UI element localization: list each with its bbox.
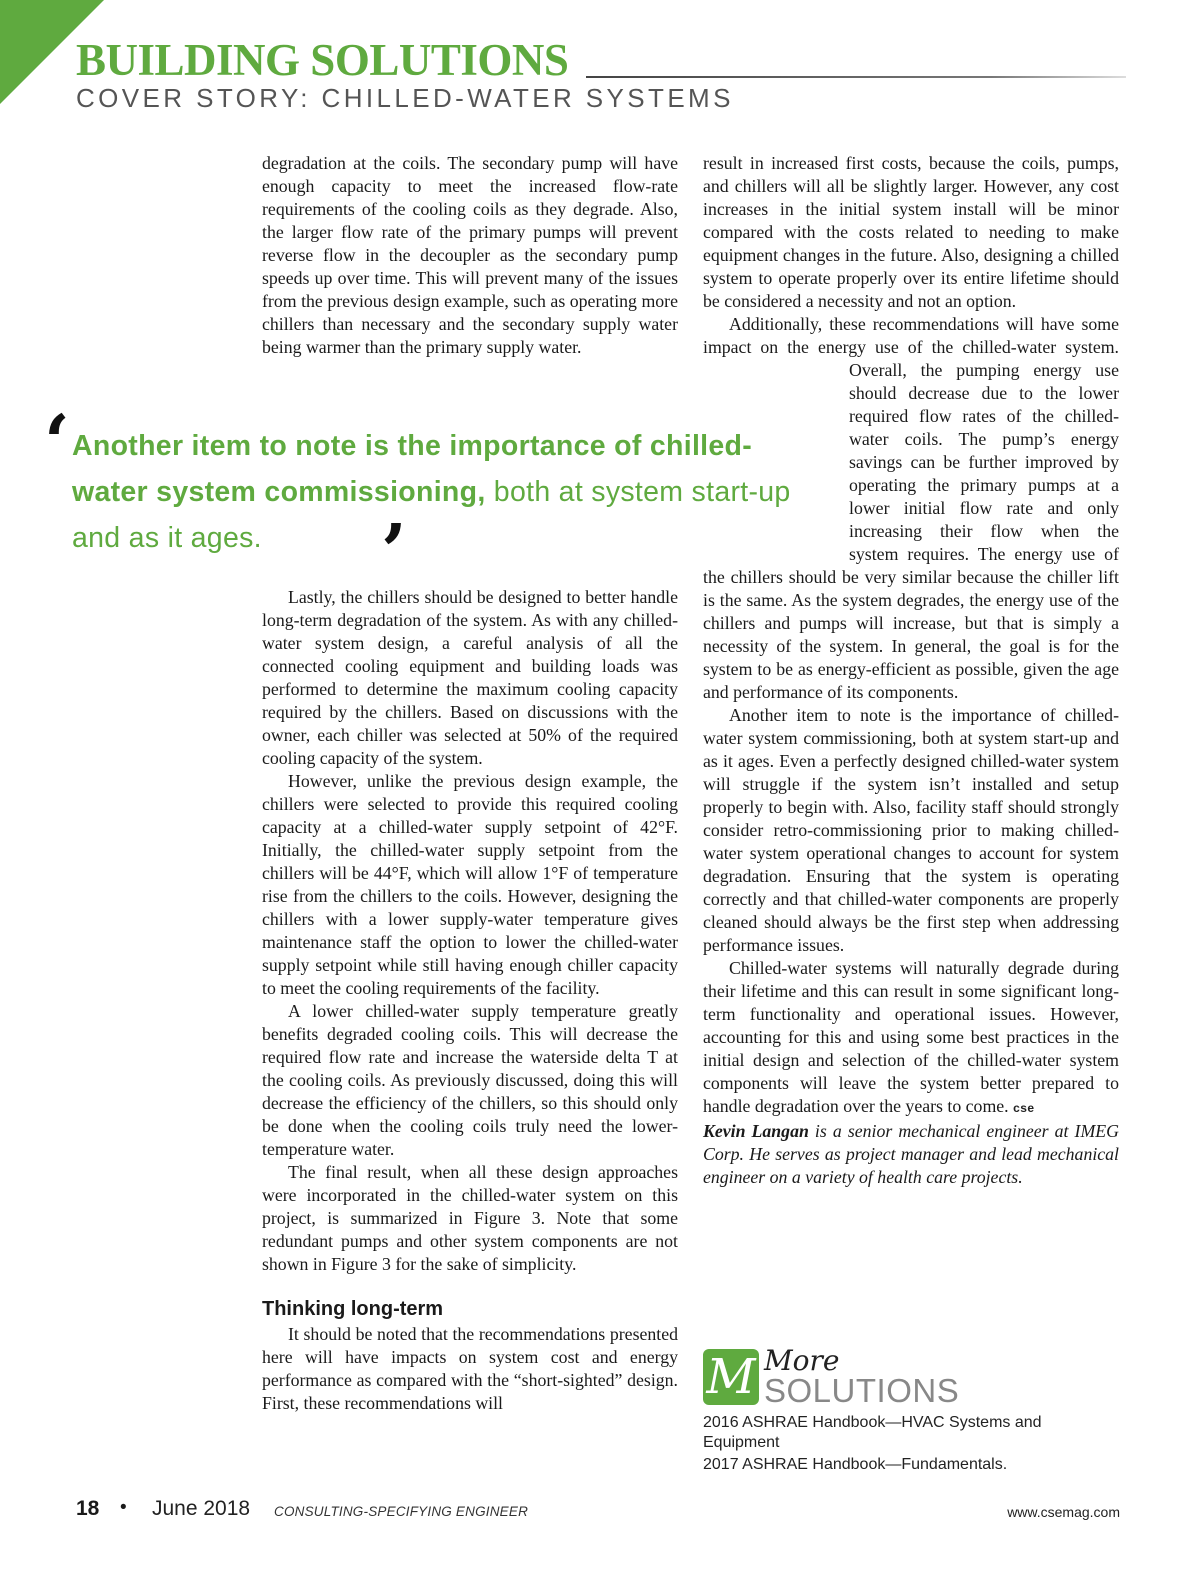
author-bio [703,1120,1119,1189]
paragraph-text: Additionally, these recommendations will have some impact on the energy use of the chilled-water system. Overall, the pumping energy use [703,314,1119,380]
author-name: Kevin Langan [703,1121,809,1141]
paragraph-with-float [703,313,1119,704]
paragraph: However, unlike the previous design example, the chillers were selected to provide this required cooling capacity at a chilled-water supply setpoint of 42°F. Initially, the chilled-water supply setpoint from the chillers will be 44°F, which will allow 1°F of temperature rise from the chillers to the coils. However, designing the chillers with a lower supply-water temperature gives maintenance staff the option to lower the chilled-water supply setpoint while still having enough chiller capacity to meet the cooling requirements of the facility. [262,771,678,998]
pull-quote-wrap-space [703,361,849,545]
cse-end-mark: cse [1013,1101,1035,1115]
paragraph: The final result, when all these design approaches were incorporated in the chilled-water system on this project, is summarized in Figure 3. Note that some redundant pumps and other system components are not shown in Figure 3 for the sake of simplicity. [262,1162,678,1274]
right-column [703,152,1119,1189]
paragraph-text: Chilled-water systems will naturally degrade during their lifetime and this can result in some significant long-term functionality and operational issues. However, accounting for this and using some best practices in the initial design and selection of the chilled-water system components will leave the system better prepared to handle degradation over the years to come. [703,958,1119,1116]
paragraph: Lastly, the chillers should be designed to better handle long-term degradation of the system. As with any chilled-water system design, a careful analysis of all the connected cooling equipment and building loads was performed to determine the maximum cooling capacity required by the chillers. Based on discussions with the owner, each chiller was selected at 50% of the required cooling capacity of the system. [262,587,678,768]
more-word: More [764,1344,840,1377]
header-rule [586,76,1126,78]
reference-item: 2017 ASHRAE Handbook—Fundamentals. [703,1456,1008,1473]
pull-quote-rest: both at system start-up and as it ages. [72,476,791,554]
website-url[interactable]: www.csemag.com [1007,1504,1120,1520]
section-title: BUILDING SOLUTIONS [76,35,569,85]
author-bio-text: is a senior mechanical engineer at IMEG Corp. He serves as project manager and lead mechanical engineer on a variety of health care projects. [703,1121,1119,1187]
paragraph-text: should decrease due to the lower required flow rates of the chilled-water coils. The pump’s energy savings can be further improved by operating the primary pumps at a lower initial flow rate and only increasing their flow when the system requires. The energy use of the chillers should be very similar because the chiller lift is the same. As the system degrades, the energy use of the chillers and pumps will increase, but that is simply a necessity of the system. In general, the goal is for the system to be as energy-efficient as possible, given the age and performance of its components. [703,383,1119,702]
pull-quote-bold: Another item to note is the importance of chilled-water system commissioning, [72,430,753,508]
paragraph: Another item to note is the importance of chilled-water system commissioning, both at system start-up and as it ages. Even a perfectly designed chilled-water system will struggle if the system isn’t installed and setup properly to begin with. Also, facility staff should strongly consider retro-commissioning prior to making chilled-water system operational changes to account for system degradation. Ensuring that the system is operating correctly and that chilled-water components are properly cleaned should always be the first step when addressing performance issues. [703,705,1119,955]
open-quote-mark: ‘ [44,400,70,486]
publication-name: CONSULTING-SPECIFYING ENGINEER [274,1504,529,1519]
solutions-word: SOLUTIONS [764,1372,960,1409]
left-column-bottom [262,586,678,1415]
cover-story-subtitle: COVER STORY: CHILLED-WATER SYSTEMS [76,83,734,113]
paragraph-final [703,957,1119,1120]
page-number: 18 [76,1497,100,1520]
issue-date: June 2018 [152,1497,251,1520]
paragraph: A lower chilled-water supply temperature greatly benefits degraded cooling coils. This will decrease the required flow rate and increase the waterside delta T at the cooling coils. As previously discussed, doing this will decrease the efficiency of the chillers, so this should only be done when the cooling coils truly need the lower-temperature water. [262,1001,678,1159]
bullet-separator: • [120,1497,127,1518]
more-solutions-logo-icon: M [703,1349,759,1405]
paragraph: result in increased first costs, because the coils, pumps, and chillers will all be slightly larger. However, any cost increases in the initial system install will be minor compared with the costs related to needing to make equipment changes in the future. Also, designing a chilled system to operate properly over its entire lifetime should be considered a necessity and not an option. [703,153,1119,311]
paragraph: It should be noted that the recommendations presented here will have impacts on system cost and energy performance as compared with the “short-sighted” design. First, these recommendations will [262,1324,678,1413]
page-footer [0,1497,1200,1527]
more-solutions-box [703,1344,1123,1509]
paragraph: degradation at the coils. The secondary pump will have enough capacity to meet the increased flow-rate requirements of the cooling coils as they degrade. Also, the larger flow rate of the primary pumps will prevent reverse flow in the decoupler as the secondary pump speeds up over time. This will prevent many of the issues from the previous design example, such as operating more chillers than necessary and the secondary supply water being warmer than the primary supply water. [262,153,678,357]
reference-item: 2016 ASHRAE Handbook—HVAC Systems and Equipment [703,1414,1042,1451]
close-quote-mark: ’ [381,509,407,595]
left-column-top [262,152,678,359]
section-heading: Thinking long-term [262,1298,444,1320]
